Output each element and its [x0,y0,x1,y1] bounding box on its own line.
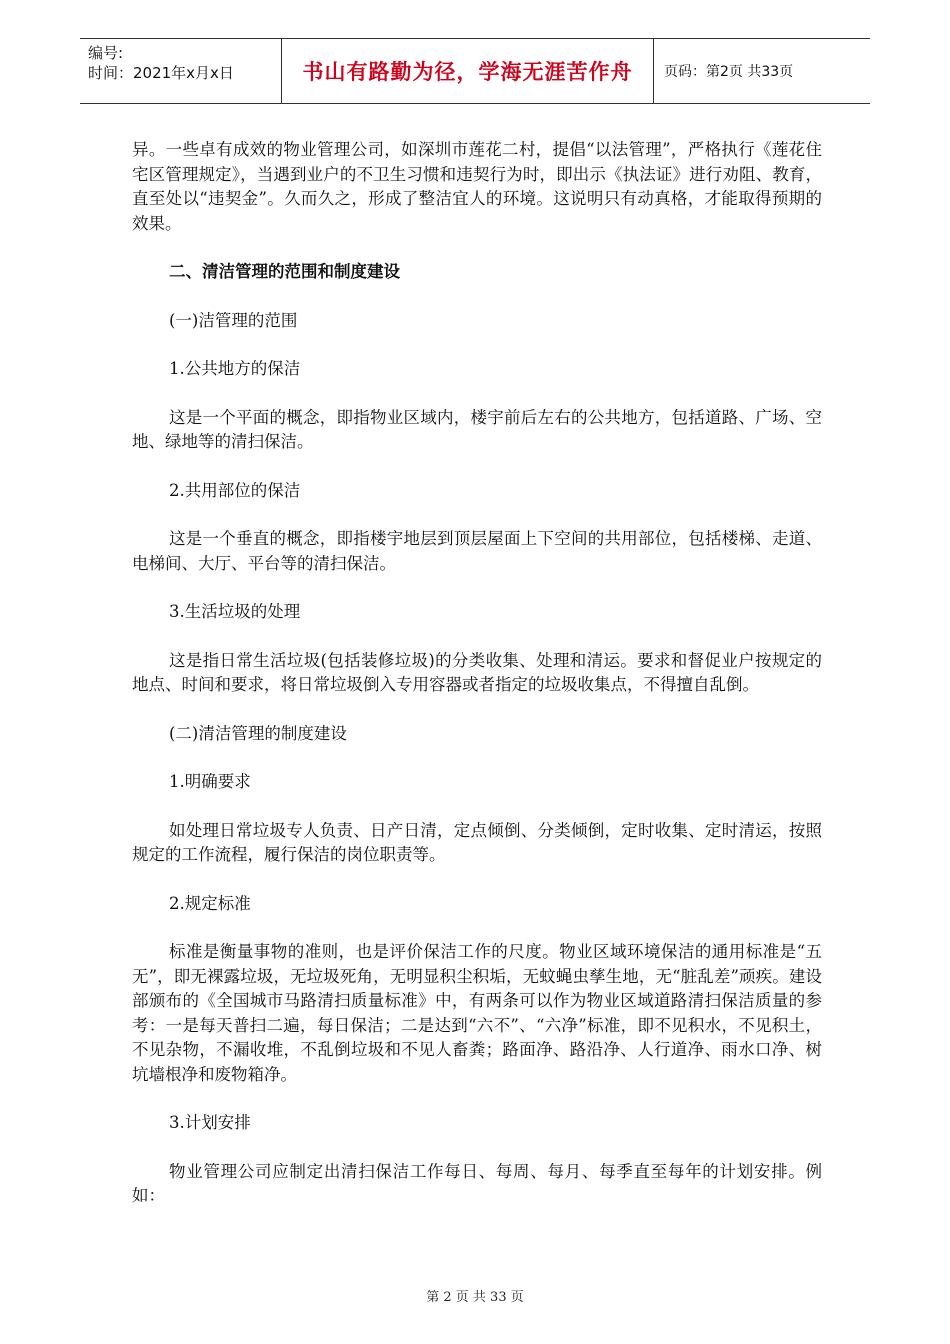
header-page-info: 页码：第2页 共33页 [664,64,794,80]
paragraph: 这是一个垂直的概念，即指楼宇地层到顶层屋面上下空间的共用部位，包括楼梯、走道、电梯间、大厅、平台等的清扫保洁。 [132,529,822,573]
subsection-heading: (二)清洁管理的制度建设 [169,723,347,743]
paragraph: 标准是衡量事物的准则，也是评价保洁工作的尺度。物业区域环境保洁的通用标准是“五无”，即无裸露垃圾，无垃圾死角，无明显积尘积垢，无蚊蝇虫孳生地，无“脏乱差”顽疾。建设部颁布的《全国城市马路清扫质量标准》中，有两条可以作为物业区域道路清扫保洁质量的参考：一是每天普扫二遍，每日保洁；二是达到“六不”、“六净”标准，即不见积水，不见积土，不见杂物，不漏收堆，不乱倒垃圾和不见人畜粪；路面净、路沿净、人行道净、雨水口净、树坑墙根净和废物箱净。 [132,942,822,1084]
paragraph: 这是一个平面的概念，即指物业区域内，楼宇前后左右的公共地方，包括道路、广场、空地、绿地等的清扫保洁。 [132,407,822,451]
header-motto: 书山有路勤为径，学海无涯苦作舟 [282,39,654,103]
paragraph: 如处理日常垃圾专人负责、日产日清，定点倾倒、分类倾倒，定时收集、定时清运，按照规定的工作流程，履行保洁的岗位职责等。 [132,820,822,864]
document-number-label: 编号: [88,44,124,62]
item-heading: 2.共用部位的保洁 [169,480,301,500]
item-heading: 3.生活垃圾的处理 [169,602,301,621]
paragraph: 这是指日常生活垃圾(包括装修垃圾)的分类收集、处理和清运。要求和督促业户按规定的地点、时间和要求，将日常垃圾倒入专用容器或者指定的垃圾收集点，不得擅自乱倒。 [132,650,822,694]
paragraph: 物业管理公司应制定出清扫保洁工作每日、每周、每月、每季直至每年的计划安排。例如： [132,1161,822,1205]
header-meta [80,39,282,103]
page-header [80,38,870,104]
item-heading: 1.明确要求 [169,772,251,791]
document-body [132,138,822,1233]
subsection-heading: (一)洁管理的范围 [169,310,298,330]
section-heading: 二、清洁管理的范围和制度建设 [169,262,400,281]
item-heading: 1.公共地方的保洁 [169,359,301,378]
document-time-label: 时间：2021年x月x日 [88,64,234,82]
item-heading: 2.规定标准 [169,893,251,913]
paragraph-continuation: 异。一些卓有成效的物业管理公司，如深圳市莲花二村，提倡“以法管理”，严格执行《莲花住宅区管理规定》，当遇到业户的不卫生习惯和违契行为时，即出示《执法证》进行劝阻、教育，直至处以“违契金”。久而久之，形成了整洁宜人的环境。这说明只有动真格，才能取得预期的效果。 [132,140,822,233]
item-heading: 3.计划安排 [169,1113,251,1132]
page-footer: 第 2 页 共 33 页 [426,1290,524,1305]
